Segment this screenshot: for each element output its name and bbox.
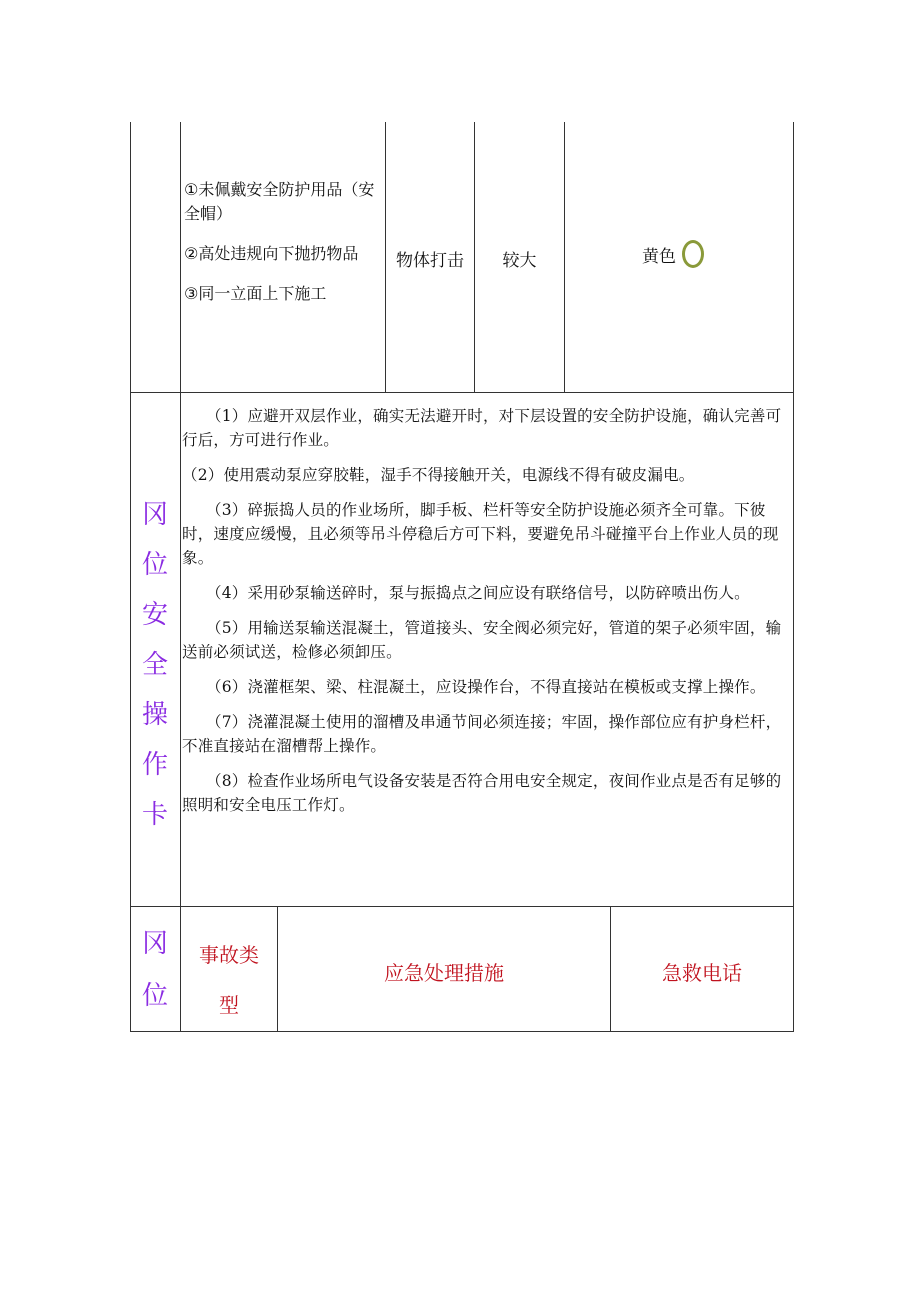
header-emergency-phone: 急救电话: [662, 961, 742, 985]
measure-item: （5）用输送泵输送混凝土，管道接头、安全阀必须完好，管道的架子必须牢固，输送前必须试送，检修必须卸压。: [182, 619, 782, 661]
hazard-item: ①未佩戴安全防护用品（安全帽）: [184, 180, 375, 223]
row-divider: [130, 392, 794, 393]
title-char: 位: [141, 981, 168, 1011]
header-emergency-measures: 应急处理措施: [384, 961, 504, 985]
header-accident-type-line2: 型: [219, 993, 239, 1017]
title-char: 安: [141, 600, 168, 630]
safety-measures: [182, 404, 792, 828]
measure-item: （2）使用震动泵应穿胶鞋，湿手不得接触开关，电源线不得有破皮漏电。: [182, 466, 695, 484]
title-char: 冈: [141, 500, 168, 530]
measure-item: （7）浇灌混凝土使用的溜槽及串通节间必须连接；牢固，操作部位应有护身栏杆，不准直接站在溜槽帮上操作。: [182, 713, 782, 755]
header-accident-type-line1: 事故类: [199, 943, 259, 967]
col-divider: [180, 392, 181, 906]
risk-color-cell: [642, 240, 704, 268]
measure-item: （6）浇灌框架、梁、柱混凝土，应设操作台，不得直接站在模板或支撑上操作。: [206, 678, 766, 696]
header-accident-type: [181, 930, 277, 1030]
col-divider: [564, 122, 565, 392]
table-border-right: [793, 122, 794, 1031]
title-char: 操: [141, 700, 168, 730]
accident-type: 物体打击: [396, 251, 464, 271]
title-char: 卡: [141, 800, 168, 830]
measure-item: （4）采用砂泵输送碎时，泵与振捣点之间应设有联络信号，以防碎喷出伤人。: [206, 584, 750, 602]
hazard-item: ②高处违规向下抛扔物品: [184, 244, 359, 263]
hazard-item: ③同一立面上下施工: [184, 284, 327, 303]
title-char: 位: [141, 550, 168, 580]
row-divider: [130, 906, 794, 907]
risk-color-circle-icon: [682, 240, 704, 268]
measure-item: （8）检查作业场所电气设备安装是否符合用电安全规定，夜间作业点是否有足够的照明和安全电压工作灯。: [182, 772, 782, 814]
hazard-list: [184, 178, 380, 322]
measure-item: （3）碎振捣人员的作业场所，脚手板、栏杆等安全防护设施必须齐全可靠。下彼时，速度应缓慢，且必须等吊斗停稳后方可下料，要避免吊斗碰撞平台上作业人员的现象。: [182, 501, 779, 567]
table-border-bottom: [130, 1031, 794, 1032]
emergency-title: [130, 918, 180, 1022]
risk-level: 较大: [502, 251, 537, 271]
measure-item: （1）应避开双层作业，确实无法避开时，对下层设置的安全防护设施，确认完善可行后，方可进行作业。: [182, 407, 782, 449]
title-char: 作: [141, 750, 168, 780]
risk-color-label: 黄色: [642, 246, 676, 267]
col-divider: [180, 122, 181, 392]
title-char: 冈: [141, 929, 168, 959]
title-char: 全: [141, 650, 168, 680]
operation-card-title: [130, 490, 180, 840]
